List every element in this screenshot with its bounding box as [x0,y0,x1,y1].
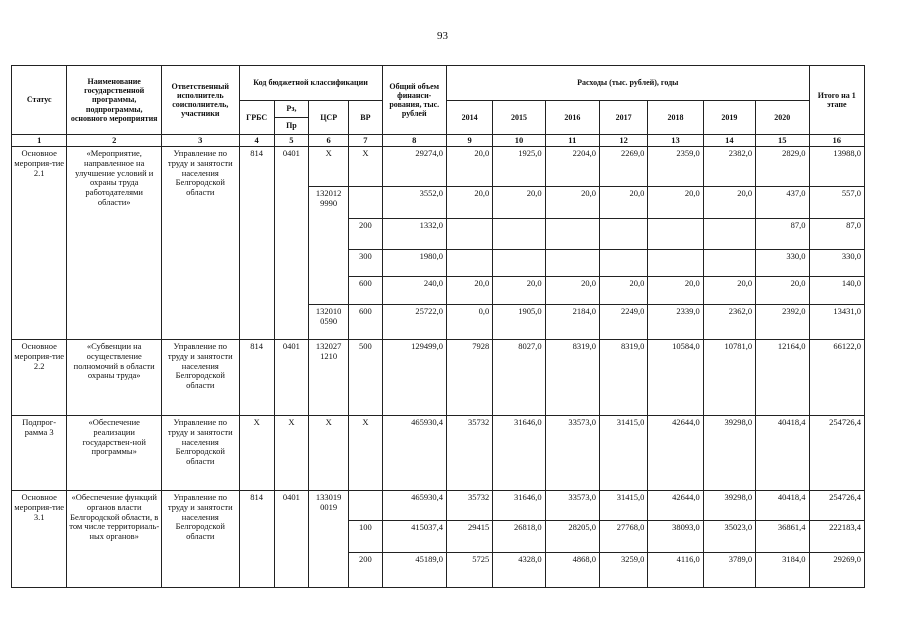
year-cell: 40418,4 [756,491,809,521]
year-cell: 35732 [446,491,492,521]
column-number: 11 [545,135,599,147]
responsible-cell: Управление по труду и занятости населения Белгородской области [162,147,240,340]
column-number: 3 [162,135,240,147]
name-cell: «Обеспечение функций органов власти Белгородской области, в том числе территориаль-ных органов» [67,491,162,588]
year-cell: 0,0 [446,305,492,340]
column-number: 2 [67,135,162,147]
name-cell: «Мероприятие, направленное на улучшение условий и охраны труда работодателями области» [67,147,162,340]
year-cell [545,250,599,277]
year-cell: 8319,0 [545,340,599,416]
year-cell: 35023,0 [703,521,755,553]
year-cell: 31415,0 [600,416,648,491]
year-cell [703,219,755,250]
vr-cell: 200 [349,553,382,588]
stage-total-cell: 222183,4 [809,521,864,553]
year-cell: 20,0 [600,277,648,305]
year-cell: 2339,0 [648,305,703,340]
year-cell: 12164,0 [756,340,809,416]
header-csr: ЦСР [309,101,349,135]
header-year: 2020 [756,101,809,135]
vr-cell: 600 [349,277,382,305]
column-number: 1 [12,135,67,147]
year-cell [703,250,755,277]
total-cell: 1980,0 [382,250,446,277]
year-cell [600,219,648,250]
table-row [12,416,865,491]
year-cell: 10584,0 [648,340,703,416]
year-cell: 20,0 [446,147,492,187]
csr-cell: 133019 0019 [309,491,349,588]
column-number: 6 [309,135,349,147]
year-cell [493,219,545,250]
name-cell: «Субвенции на осуществление полномочий в области охраны труда» [67,340,162,416]
year-cell: 7928 [446,340,492,416]
total-cell: 25722,0 [382,305,446,340]
year-cell: 8319,0 [600,340,648,416]
year-cell: 36861,4 [756,521,809,553]
year-cell: 20,0 [703,277,755,305]
year-cell: 27768,0 [600,521,648,553]
year-cell: 33573,0 [545,416,599,491]
year-cell: 2392,0 [756,305,809,340]
csr-cell: Х [309,147,349,187]
header-total-funding: Общий объем финанси-рования, тыс. рублей [382,66,446,135]
header-responsible: Ответственный исполнитель соисполнитель, участники [162,66,240,135]
vr-cell: Х [349,416,382,491]
header-grbs: ГРБС [239,101,274,135]
total-cell: 415037,4 [382,521,446,553]
table-row [12,147,865,187]
year-cell: 3789,0 [703,553,755,588]
grbs-cell: 814 [239,340,274,416]
column-number: 9 [446,135,492,147]
year-cell: 10781,0 [703,340,755,416]
year-cell: 33573,0 [545,491,599,521]
grbs-cell: 814 [239,147,274,340]
header-row [12,66,865,101]
column-number: 4 [239,135,274,147]
vr-cell: 100 [349,521,382,553]
column-number: 15 [756,135,809,147]
year-cell: 20,0 [703,187,755,219]
responsible-cell: Управление по труду и занятости населения Белгородской области [162,340,240,416]
year-cell: 20,0 [493,187,545,219]
vr-cell: 300 [349,250,382,277]
year-cell: 40418,4 [756,416,809,491]
header-vr: ВР [349,101,382,135]
column-number: 5 [274,135,308,147]
year-cell: 42644,0 [648,491,703,521]
year-cell [446,250,492,277]
table-row [12,491,865,521]
year-cell: 38093,0 [648,521,703,553]
year-cell: 20,0 [446,187,492,219]
year-cell: 2829,0 [756,147,809,187]
year-cell: 42644,0 [648,416,703,491]
header-rz: Рз, [274,101,308,118]
year-cell: 39298,0 [703,416,755,491]
year-cell: 5725 [446,553,492,588]
year-cell: 20,0 [545,187,599,219]
year-cell: 20,0 [756,277,809,305]
year-cell: 2359,0 [648,147,703,187]
year-cell: 87,0 [756,219,809,250]
vr-cell [349,187,382,219]
header-status: Статус [12,66,67,135]
vr-cell: 200 [349,219,382,250]
csr-cell: Х [309,416,349,491]
stage-total-cell: 13988,0 [809,147,864,187]
status-cell: Основное мероприя-тие 2.1 [12,147,67,340]
column-number-row [12,135,865,147]
stage-total-cell: 29269,0 [809,553,864,588]
year-cell [545,219,599,250]
stage-total-cell: 87,0 [809,219,864,250]
year-cell [648,219,703,250]
total-cell: 45189,0 [382,553,446,588]
total-cell: 465930,4 [382,491,446,521]
year-cell: 330,0 [756,250,809,277]
stage-total-cell: 254726,4 [809,491,864,521]
year-cell: 20,0 [446,277,492,305]
year-cell: 4116,0 [648,553,703,588]
stage-total-cell: 13431,0 [809,305,864,340]
year-cell: 31646,0 [493,416,545,491]
stage-total-cell: 254726,4 [809,416,864,491]
year-cell: 3184,0 [756,553,809,588]
status-cell: Основное мероприя-тие 3.1 [12,491,67,588]
year-cell: 20,0 [648,187,703,219]
header-year: 2016 [545,101,599,135]
year-cell: 4328,0 [493,553,545,588]
vr-cell: 500 [349,340,382,416]
status-cell: Подпрог-рамма 3 [12,416,67,491]
total-cell: 1332,0 [382,219,446,250]
header-year: 2018 [648,101,703,135]
total-cell: 240,0 [382,277,446,305]
year-cell: 20,0 [493,277,545,305]
year-cell: 1905,0 [493,305,545,340]
stage-total-cell: 557,0 [809,187,864,219]
rzpr-cell: 0401 [274,340,308,416]
year-cell [600,250,648,277]
year-cell [446,219,492,250]
csr-cell: 132027 1210 [309,340,349,416]
year-cell: 28205,0 [545,521,599,553]
year-cell: 29415 [446,521,492,553]
header-year: 2019 [703,101,755,135]
year-cell: 2362,0 [703,305,755,340]
year-cell: 31646,0 [493,491,545,521]
vr-cell [349,491,382,521]
total-cell: 129499,0 [382,340,446,416]
rzpr-cell: 0401 [274,147,308,340]
total-cell: 29274,0 [382,147,446,187]
year-cell: 39298,0 [703,491,755,521]
header-year: 2017 [600,101,648,135]
grbs-cell: Х [239,416,274,491]
stage-total-cell: 330,0 [809,250,864,277]
header-pr: Пр [274,118,308,135]
budget-table [11,65,865,588]
year-cell [648,250,703,277]
year-cell: 2204,0 [545,147,599,187]
year-cell: 35732 [446,416,492,491]
header-year: 2015 [493,101,545,135]
year-cell: 31415,0 [600,491,648,521]
rzpr-cell: Х [274,416,308,491]
year-cell: 2269,0 [600,147,648,187]
year-cell: 437,0 [756,187,809,219]
year-cell: 1925,0 [493,147,545,187]
column-number: 14 [703,135,755,147]
column-number: 8 [382,135,446,147]
year-cell: 2249,0 [600,305,648,340]
year-cell: 2382,0 [703,147,755,187]
year-cell: 20,0 [600,187,648,219]
header-stage-total: Итого на 1 этапе [809,66,864,135]
year-cell: 20,0 [545,277,599,305]
year-cell: 20,0 [648,277,703,305]
header-budget-code: Код бюджетной классификации [239,66,382,101]
page-number: 93 [437,30,448,42]
column-number: 16 [809,135,864,147]
column-number: 10 [493,135,545,147]
year-cell: 26818,0 [493,521,545,553]
vr-cell: Х [349,147,382,187]
vr-cell: 600 [349,305,382,340]
year-cell [493,250,545,277]
column-number: 13 [648,135,703,147]
responsible-cell: Управление по труду и занятости населения Белгородской области [162,416,240,491]
year-cell: 8027,0 [493,340,545,416]
csr-cell: 132012 9990 [309,187,349,305]
table-row [12,340,865,416]
year-cell: 3259,0 [600,553,648,588]
column-number: 12 [600,135,648,147]
stage-total-cell: 66122,0 [809,340,864,416]
grbs-cell: 814 [239,491,274,588]
year-cell: 2184,0 [545,305,599,340]
status-cell: Основное мероприя-тие 2.2 [12,340,67,416]
responsible-cell: Управление по труду и занятости населения Белгородской области [162,491,240,588]
column-number: 7 [349,135,382,147]
year-cell: 4868,0 [545,553,599,588]
header-year: 2014 [446,101,492,135]
total-cell: 465930,4 [382,416,446,491]
rzpr-cell: 0401 [274,491,308,588]
name-cell: «Обеспечение реализации государствен-ной программы» [67,416,162,491]
stage-total-cell: 140,0 [809,277,864,305]
header-expenses: Расходы (тыс. рублей), годы [446,66,809,101]
csr-cell: 132010 0590 [309,305,349,340]
total-cell: 3552,0 [382,187,446,219]
header-name: Наименование государственной программы, подпрограммы, основного мероприятия [67,66,162,135]
